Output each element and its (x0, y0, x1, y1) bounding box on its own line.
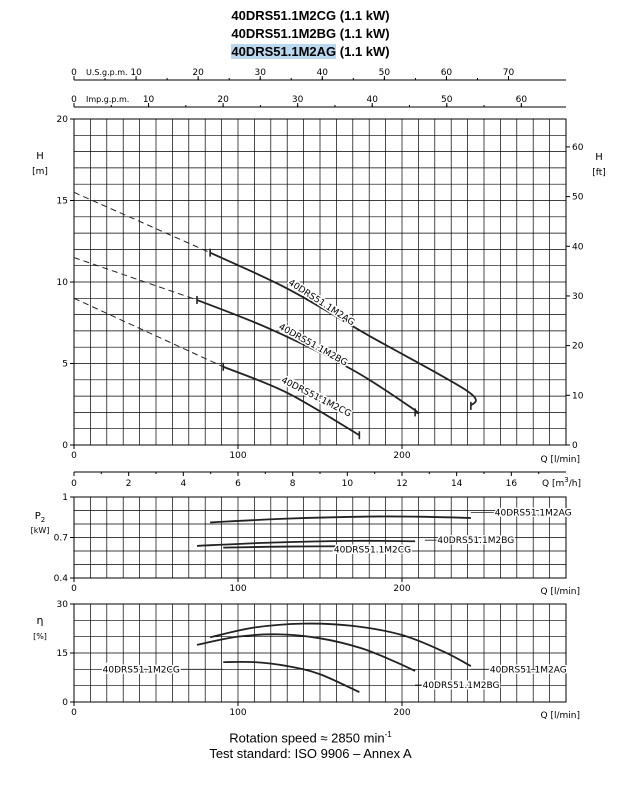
power-curve-label: 40DRS51.1M2AG (494, 508, 572, 519)
m3h-axis-tick-label: 2 (125, 479, 132, 489)
x-axis-label: Q [l/min] (540, 711, 580, 721)
y-right-tick-label: 60 (572, 142, 584, 153)
x-tick-label: 0 (71, 451, 77, 461)
x-tick-label: 100 (229, 708, 247, 718)
efficiency-axis-title: η (36, 614, 44, 627)
y-right-tick-label: 40 (572, 242, 584, 253)
power-curve-label: 40DRS51.1M2CG (333, 545, 412, 556)
y-right-tick-label: 0 (572, 441, 578, 451)
power-curve-label: 40DRS51.1M2BG (437, 536, 515, 547)
efficiency-curve (223, 662, 359, 692)
y-tick-label: 1 (62, 493, 68, 503)
head-curve (210, 253, 476, 406)
head-curve-label: 40DRS51.1M2CG (279, 375, 353, 420)
rotation-speed: Rotation speed ≈ 2850 $\min^{-1}$ (229, 730, 392, 746)
top-axis-tick-label: 40 (366, 95, 378, 105)
y-axis-title-right: H (595, 152, 603, 163)
x-tick-label: 200 (393, 451, 411, 461)
x-tick-label: 100 (229, 584, 247, 594)
efficiency-axis-unit: [%] (33, 632, 47, 641)
y-tick-label: 0.7 (53, 533, 68, 544)
x-tick-label: 200 (393, 708, 411, 718)
top-axis-tick-label: 50 (441, 95, 453, 105)
m3h-axis-tick-label: 12 (396, 479, 408, 489)
title-line-1: 40DRS51.1M2CG (1.1 kW) (231, 8, 390, 23)
top-axis-tick-label: 0 (71, 95, 77, 105)
top-axis-tick-label: 70 (502, 68, 515, 78)
top-axis-tick-label: 20 (192, 68, 204, 78)
efficiency-curve (210, 624, 471, 667)
head-curve-dashed (74, 258, 197, 300)
top-axis-tick-label: 60 (515, 95, 528, 105)
top-axis-tick-label: 50 (378, 68, 391, 78)
top-axis-tick-label: 30 (254, 68, 266, 78)
x-tick-label: 100 (229, 451, 247, 461)
top-axis-tick-label: 40 (316, 68, 329, 78)
efficiency-curve-label: 40DRS51.1M2CG (102, 665, 180, 676)
head-curve-dashed (74, 192, 210, 252)
m3h-axis-tick-label: 6 (235, 479, 241, 489)
y-axis-unit-right: [ft] (592, 168, 606, 178)
efficiency-curve-label: 40DRS51.1M2BG (422, 681, 500, 692)
power-curve (210, 516, 471, 522)
m3h-axis-tick-label: 8 (289, 479, 296, 489)
power-axis-unit: [kW] (30, 526, 50, 535)
y-tick-label: 30 (56, 600, 68, 610)
title-line-3: 40DRS51.1M2AG (1.1 kW) (231, 44, 390, 59)
y-right-tick-label: 30 (572, 291, 584, 302)
power-axis-title: $P_2$ (34, 511, 46, 524)
y-tick-label: 15 (56, 196, 68, 207)
m3h-axis-label: Q $[m^3/h]$ (542, 476, 581, 489)
y-right-tick-label: 20 (572, 341, 584, 352)
top-axis-label: U.S.g.p.m. (86, 68, 128, 77)
head-curve-dashed (74, 298, 223, 366)
top-axis-tick-label: 30 (291, 95, 304, 105)
y-tick-label: 5 (62, 359, 68, 370)
x-tick-label: 0 (71, 584, 77, 594)
y-right-tick-label: 10 (572, 391, 584, 402)
x-tick-label: 200 (393, 584, 411, 594)
efficiency-curve-label: 40DRS51.1M2AG (489, 665, 567, 676)
head-curve-label: 40DRS51.1M2AG (286, 278, 357, 329)
x-axis-label: Q [l/min] (540, 587, 580, 597)
y-tick-label: 10 (56, 278, 68, 288)
x-axis-label: Q [l/min] (540, 455, 580, 465)
top-axis-tick-label: 10 (130, 68, 142, 78)
m3h-axis-tick-label: 0 (71, 479, 77, 489)
top-axis-tick-label: 20 (217, 95, 229, 105)
head-curve (223, 367, 359, 435)
y-tick-label: 0.4 (53, 574, 68, 584)
m3h-axis-tick-label: 14 (450, 479, 463, 489)
y-tick-label: 0 (62, 441, 68, 451)
m3h-axis-tick-label: 4 (180, 479, 187, 489)
top-axis-tick-label: 60 (440, 68, 453, 78)
m3h-axis-tick-label: 10 (341, 479, 354, 489)
efficiency-curve (197, 634, 415, 671)
top-axis-tick-label: 0 (71, 68, 77, 78)
top-axis-label: Imp.g.p.m. (86, 95, 130, 104)
y-tick-label: 15 (56, 649, 68, 659)
head-curve-label: 40DRS51.1M2BG (276, 322, 349, 369)
m3h-axis-tick-label: 16 (505, 479, 518, 489)
title-highlight: 40DRS51.1M2AG (231, 44, 337, 59)
top-axis-tick-label: 10 (142, 95, 155, 105)
y-tick-label: 20 (56, 115, 68, 125)
x-tick-label: 0 (71, 708, 77, 718)
y-axis-unit-left: [m] (32, 167, 48, 177)
title-line-2: 40DRS51.1M2BG (1.1 kW) (231, 26, 390, 41)
test-standard: Test standard: ISO 9906 – Annex A (209, 746, 412, 761)
y-tick-label: 0 (62, 698, 68, 708)
y-axis-title-left: H (36, 151, 44, 162)
y-right-tick-label: 50 (572, 192, 584, 203)
